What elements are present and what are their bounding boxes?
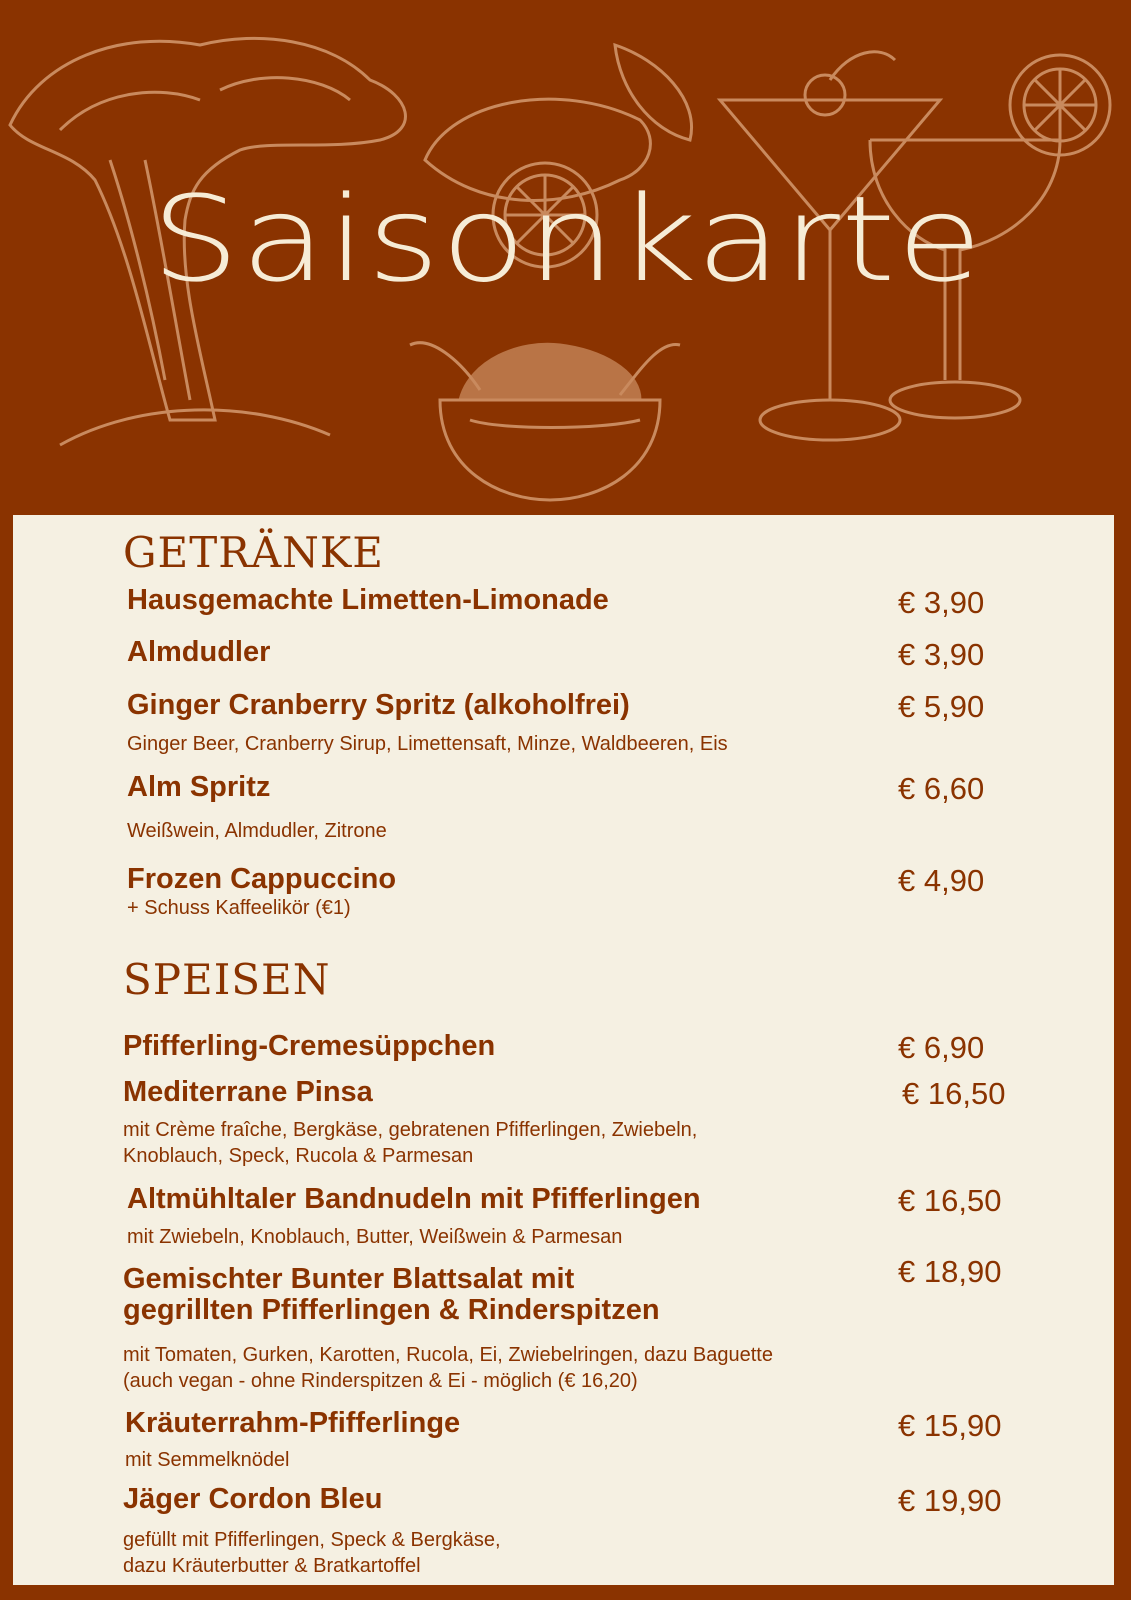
menu-item-description: mit Crème fraîche, Bergkäse, gebratenen Pfifferlingen, Zwiebeln,	[123, 1119, 698, 1141]
menu-item-price: € 16,50	[898, 1183, 1002, 1218]
section-heading-food: SPEISEN	[123, 955, 331, 1004]
salad-bowl-icon	[410, 343, 680, 500]
menu-item-name: Jäger Cordon Bleu	[123, 1483, 383, 1515]
menu-item-description: + Schuss Kaffeelikör (€1)	[127, 897, 351, 919]
section-heading-drinks: GETRÄNKE	[123, 528, 384, 577]
menu-item-name: Almdudler	[127, 636, 271, 668]
menu-item-description: dazu Kräuterbutter & Bratkartoffel	[123, 1555, 421, 1577]
menu-item-name: Kräuterrahm-Pfifferlinge	[125, 1407, 461, 1439]
menu-item-price: € 3,90	[898, 585, 985, 620]
menu-item-name: Frozen Cappuccino	[127, 863, 397, 895]
menu-item-name: Altmühltaler Bandnudeln mit Pfifferlingen	[127, 1183, 701, 1215]
menu-item-description: mit Semmelknödel	[125, 1449, 290, 1471]
menu-item-name: Alm Spritz	[127, 771, 271, 803]
menu-item-price: € 19,90	[898, 1483, 1002, 1518]
menu-item-name: Gemischter Bunter Blattsalat mit	[123, 1263, 575, 1295]
menu-item-description: Ginger Beer, Cranberry Sirup, Limettensaft, Minze, Waldbeeren, Eis	[127, 733, 728, 755]
menu-item-name: gegrillten Pfifferlingen & Rinderspitzen	[123, 1294, 660, 1326]
menu-item-name: Mediterrane Pinsa	[123, 1076, 373, 1108]
menu-item-description: Weißwein, Almdudler, Zitrone	[127, 820, 387, 842]
menu-item-price: € 6,60	[898, 771, 985, 806]
menu-item-name: Ginger Cranberry Spritz (alkoholfrei)	[127, 689, 630, 721]
menu-item-price: € 5,90	[898, 689, 985, 724]
menu-item-price: € 15,90	[898, 1408, 1002, 1443]
menu-item-price: € 3,90	[898, 637, 985, 672]
page-title: Saisonkarte	[151, 170, 984, 308]
menu-item-description: mit Zwiebeln, Knoblauch, Butter, Weißwein & Parmesan	[127, 1226, 623, 1248]
menu-item-description: Knoblauch, Speck, Rucola & Parmesan	[123, 1145, 474, 1167]
menu-item-price: € 16,50	[902, 1076, 1006, 1111]
menu-item-name: Pfifferling-Cremesüppchen	[123, 1030, 496, 1062]
menu-item-description: (auch vegan - ohne Rinderspitzen & Ei - möglich (€ 16,20)	[123, 1370, 638, 1392]
header	[0, 0, 1131, 515]
menu-item-price: € 6,90	[898, 1030, 985, 1065]
menu-item-price: € 18,90	[898, 1254, 1002, 1289]
menu-item-description: gefüllt mit Pfifferlingen, Speck & Bergkäse,	[123, 1529, 501, 1551]
menu-item-description: mit Tomaten, Gurken, Karotten, Rucola, Ei, Zwiebelringen, dazu Baguette	[123, 1344, 773, 1366]
menu-item-price: € 4,90	[898, 863, 985, 898]
menu-item-name: Hausgemachte Limetten-Limonade	[127, 584, 609, 616]
